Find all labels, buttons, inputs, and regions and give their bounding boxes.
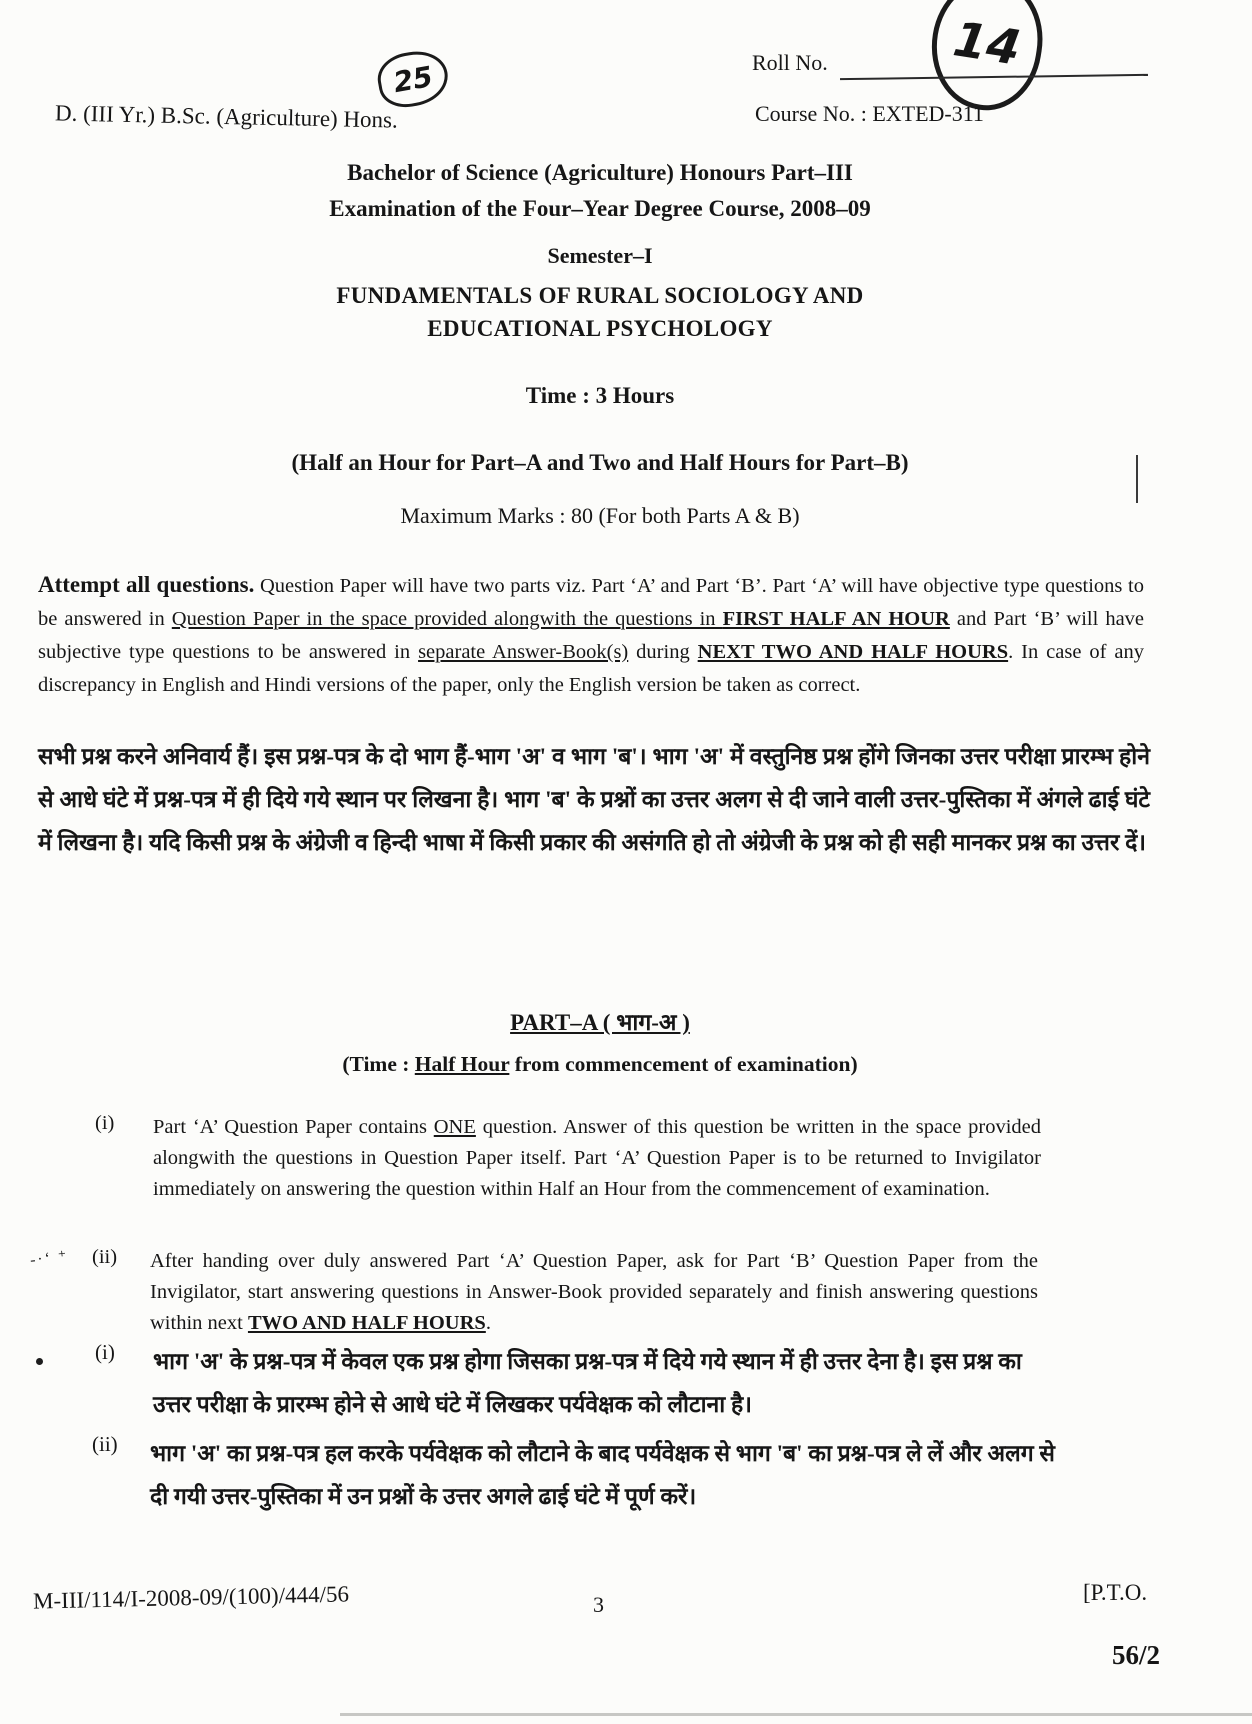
- instructions-underlined-phrase: Question Paper in the space provided alongwith the questions in: [171, 608, 723, 630]
- item-underlined-word: ONE: [433, 1116, 476, 1138]
- semester-line: Semester–I: [547, 243, 653, 268]
- subject-line-2: EDUCATIONAL PSYCHOLOGY: [427, 316, 773, 341]
- program-line: D. (III Yr.) B.Sc. (Agriculture) Hons.: [54, 100, 399, 133]
- instructions-english: [38, 568, 1144, 702]
- instructions-segment: and Part ‘B’ will have subjective type questions to be answered in: [38, 608, 1145, 663]
- item-text: भाग 'अ' का प्रश्न-पत्र हल करके पर्यवेक्षक को लौटाने के बाद पर्यवेक्षक से भाग 'ब' का प्रश्न-पत्र ले लें और अलग से दी गयी उत्तर-पुस्तिका में उन प्रश्नों के उत्तर अगले ढाई घंटे में पूर्ण करें।: [150, 1441, 1055, 1509]
- instructions-bold-underlined-phrase: FIRST HALF AN HOUR: [722, 608, 950, 630]
- item-segment: Part ‘A’ Question Paper contains: [153, 1116, 434, 1138]
- subject-line-1: FUNDAMENTALS OF RURAL SOCIOLOGY AND: [336, 283, 864, 308]
- item-number: (ii): [92, 1246, 118, 1268]
- handwritten-grade-text: 14: [949, 11, 1025, 77]
- instructions-bold-underlined-phrase: NEXT TWO AND HALF HOURS: [697, 641, 1009, 663]
- item-underlined-phrase: TWO AND HALF HOURS: [247, 1312, 486, 1334]
- stray-pen-mark: -·‘ ⁺: [29, 1248, 70, 1269]
- roll-no-label: Roll No.: [752, 50, 828, 75]
- instructions-segment: during: [628, 641, 698, 663]
- item-number: (i): [95, 1340, 115, 1364]
- title-line-1: Bachelor of Science (Agriculture) Honours Part–III: [347, 160, 853, 185]
- duration-note: (Half an Hour for Part–A and Two and Half Hours for Part–B): [291, 450, 909, 475]
- course-no-label: Course No. : EXTED-311: [755, 101, 984, 126]
- time-note-suffix: from commencement of examination): [509, 1052, 858, 1076]
- item-text: [153, 1112, 1041, 1205]
- item-segment: After handing over duly answered Part ‘A’ Question Paper, ask for Part ‘B’ Question Paper from the Invigilator, start answering questions in Answer-Book provided separately and finish answering questions within next: [150, 1250, 1038, 1334]
- item-text: भाग 'अ' के प्रश्न-पत्र में केवल एक प्रश्न होगा जिसका प्रश्न-पत्र में दिये गये स्थान में ही उत्तर देना है। इस प्रश्न का उत्तर परीक्षा के प्रारम्भ होने से आधे घंटे में लिखकर पर्यवेक्षक को लौटाना है।: [153, 1349, 1022, 1417]
- paper-code-right: 56/2: [1112, 1640, 1161, 1670]
- title-line-2: Examination of the Four–Year Degree Course, 2008–09: [329, 196, 871, 221]
- item-number: (i): [95, 1112, 115, 1134]
- time-note-prefix: (Time :: [342, 1052, 415, 1076]
- handwritten-number-text: 25: [390, 59, 436, 99]
- item-segment: .: [485, 1312, 491, 1334]
- instructions-hindi-lead: सभी प्रश्न करने अनिवार्य हैं।: [38, 744, 259, 769]
- instructions-hindi-body: इस प्रश्न-पत्र के दो भाग हैं-भाग 'अ' व भाग 'ब'। भाग 'अ' में वस्तुनिष्ठ प्रश्न होंगे जिनका उत्तर परीक्षा प्रारम्भ होने से आधे घंटे में प्रश्न-पत्र में ही दिये गये स्थान पर लिखना है। भाग 'ब' के प्रश्नों का उत्तर अलग से दी जाने वाली उत्तर-पुस्तिका में अंगले ढाई घंटे में लिखना है। यदि किसी प्रश्न के अंग्रेजी व हिन्दी भाषा में किसी प्रकार की असंगति हो तो अंग्रेजी के प्रश्न को ही सही मानकर प्रश्न का उत्तर दें।: [38, 744, 1150, 855]
- item-text: [150, 1246, 1038, 1339]
- instructions-underlined-phrase: separate Answer-Book(s): [418, 641, 629, 663]
- part-a-heading: [70, 1005, 1130, 1037]
- handwritten-circled-number: [374, 46, 452, 111]
- max-marks-line: Maximum Marks : 80 (For both Parts A & B): [400, 503, 800, 528]
- pto-label: [P.T.O.: [1083, 1580, 1148, 1605]
- instructions-segment: . In case of any discrepancy in English and Hindi versions of the paper, only the English version be taken as correct.: [38, 641, 1145, 696]
- instructions-segment: Question Paper will have two parts viz. Part ‘A’ and Part ‘B’. Part ‘A’ will have objective type questions to be answered in: [38, 575, 1144, 630]
- part-a-heading-text: PART–A ( भाग-अ ): [510, 1010, 690, 1035]
- page-number: 3: [593, 1592, 604, 1617]
- paper-code-left: M-III/114/I-2008-09/(100)/444/56: [32, 1581, 350, 1614]
- part-a-time-note: [70, 1052, 1130, 1077]
- item-segment: question. Answer of this question be written in the space provided alongwith the questions in Question Paper itself. Part ‘A’ Question Paper is to be returned to Invigilator immediately on answering the question within Half an Hour from the commencement of examination.: [153, 1116, 1041, 1200]
- stray-ink-dot: [36, 1358, 43, 1365]
- item-number: (ii): [92, 1432, 118, 1456]
- instructions-hindi: [38, 735, 1150, 864]
- scan-edge-shadow: [340, 1713, 1252, 1716]
- time-line: Time : 3 Hours: [525, 383, 675, 408]
- time-note-underlined: Half Hour: [414, 1052, 510, 1076]
- scan-artifact-line: [1136, 455, 1138, 503]
- instructions-lead: Attempt all questions.: [38, 572, 255, 597]
